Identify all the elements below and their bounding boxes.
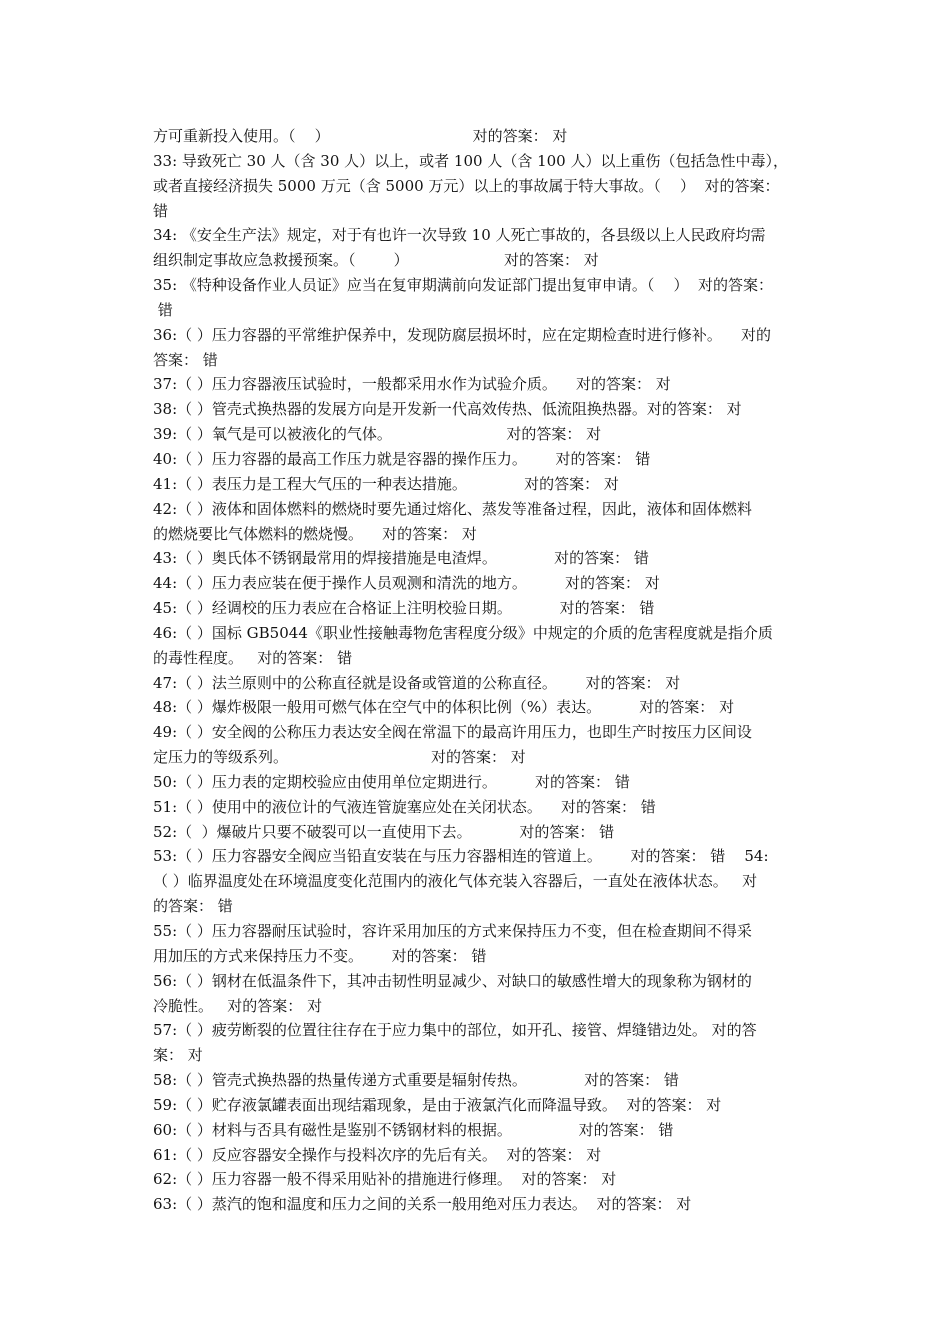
text-line: 48:（ ）爆炸极限一般用可燃气体在空气中的体积比例（%）表达。 对的答案： 对	[153, 698, 735, 717]
text-line: 56:（ ）钢材在低温条件下，其冲击韧性明显减少、对缺口的敏感性增大的现象称为钢材的	[153, 971, 752, 990]
text-line: 答案： 错	[153, 350, 218, 369]
text-line: 用加压的方式来保持压力不变。 对的答案： 错	[153, 946, 487, 965]
text-line: 定压力的等级系列。 对的答案： 对	[153, 748, 526, 767]
text-line: 错	[153, 300, 173, 319]
document-body	[153, 124, 841, 1217]
text-line: 方可重新投入使用。（ ） 对的答案： 对	[153, 127, 568, 145]
text-line: 52:（ ）爆破片只要不破裂可以一直使用下去。 对的答案： 错	[153, 822, 615, 841]
text-line: 62:（ ）压力容器一般不得采用贴补的措施进行修理。 对的答案： 对	[153, 1170, 617, 1189]
text-line: 59:（ ）贮存液氯罐表面出现结霜现象，是由于液氯汽化而降温导致。 对的答案： 对	[153, 1095, 722, 1114]
text-line: 的毒性程度。 对的答案： 错	[153, 648, 353, 667]
text-line: 的燃烧要比气体燃料的燃烧慢。 对的答案： 对	[153, 524, 477, 543]
text-line: 38:（ ）管壳式换热器的发展方向是开发新一代高效传热、低流阻换热器。对的答案： 对	[153, 400, 742, 419]
text-line: （ ）临界温度处在环境温度变化范围内的液化气体充装入容器后，一直处在液体状态。 对	[153, 872, 758, 891]
text-line: 33: 导致死亡 30 人（含 30 人）以上，或者 100 人（含 100 人）以上重伤（包括急性中毒），	[153, 151, 788, 170]
text-line: 63:（ ）蒸汽的饱和温度和压力之间的关系一般用绝对压力表达。 对的答案： 对	[153, 1195, 692, 1214]
text-line: 47:（ ）法兰原则中的公称直径就是设备或管道的公称直径。 对的答案： 对	[153, 673, 681, 692]
text-line: 46:（ ）国标 GB5044《职业性接触毒物危害程度分级》中规定的介质的危害程度就是指介质	[153, 623, 773, 642]
text-line: 51:（ ）使用中的液位计的气液连管旋塞应处在关闭状态。 对的答案： 错	[153, 797, 656, 816]
text-line: 组织制定事故应急救援预案。（ ） 对的答案： 对	[153, 251, 599, 270]
text-line: 39:（ ）氧气是可以被液化的气体。 对的答案： 对	[153, 425, 602, 444]
text-line: 44:（ ）压力表应装在便于操作人员观测和清洗的地方。 对的答案： 对	[153, 574, 660, 593]
text-line: 60:（ ）材料与否具有磁性是鉴别不锈钢材料的根据。 对的答案： 错	[153, 1120, 674, 1139]
text-line: 45:（ ）经调校的压力表应在合格证上注明校验日期。 对的答案： 错	[153, 599, 655, 618]
text-line: 61:（ ）反应容器安全操作与投料次序的先后有关。 对的答案： 对	[153, 1145, 602, 1164]
text-line: 50:（ ）压力表的定期校验应由使用单位定期进行。 对的答案： 错	[153, 772, 630, 791]
text-line: 的答案： 错	[153, 897, 233, 916]
text-line: 57:（ ）疲劳断裂的位置往往存在于应力集中的部位，如开孔、接管、焊缝错边处。 对的答	[153, 1021, 757, 1040]
text-line: 55:（ ）压力容器耐压试验时，容许采用加压的方式来保持压力不变，但在检查期间不得采	[153, 922, 752, 940]
text-line: 49:（ ）安全阀的公称压力表达安全阀在常温下的最高许用压力，也即生产时按压力区间设	[153, 723, 752, 742]
text-line: 41:（ ）表压力是工程大气压的一种表达措施。 对的答案： 对	[153, 474, 619, 493]
text-line: 40:（ ）压力容器的最高工作压力就是容器的操作压力。 对的答案： 错	[153, 449, 651, 468]
text-line: 42:（ ）液体和固体燃料的燃烧时要先通过熔化、蒸发等准备过程，因此，液体和固体燃料	[153, 499, 752, 518]
text-line: 34: 《安全生产法》规定，对于有也许一次导致 10 人死亡事故的，各县级以上人民政府均需	[153, 226, 766, 245]
text-line: 案： 对	[153, 1046, 203, 1065]
text-line: 冷脆性。 对的答案： 对	[153, 996, 323, 1015]
text-line: 53:（ ）压力容器安全阀应当铅直安装在与压力容器相连的管道上。 对的答案： 错 54:	[153, 847, 769, 866]
text-line: 58:（ ）管壳式换热器的热量传递方式重要是辐射传热。 对的答案： 错	[153, 1071, 679, 1090]
text-line: 错	[153, 201, 169, 220]
text-line: 43:（ ）奥氏体不锈钢最常用的焊接措施是电渣焊。 对的答案： 错	[153, 549, 649, 568]
text-line: 37:（ ）压力容器液压试验时，一般都采用水作为试验介质。 对的答案： 对	[153, 375, 671, 394]
text-line: 35: 《特种设备作业人员证》应当在复审期满前向发证部门提出复审申请。（ ） 对的答案：	[153, 276, 774, 295]
text-line: 或者直接经济损失 5000 万元（含 5000 万元）以上的事故属于特大事故。（ ） 对的答案：	[153, 176, 780, 195]
text-line: 36:（ ）压力容器的平常维护保养中，发现防腐层损坏时，应在定期检查时进行修补。 对的	[153, 325, 771, 344]
